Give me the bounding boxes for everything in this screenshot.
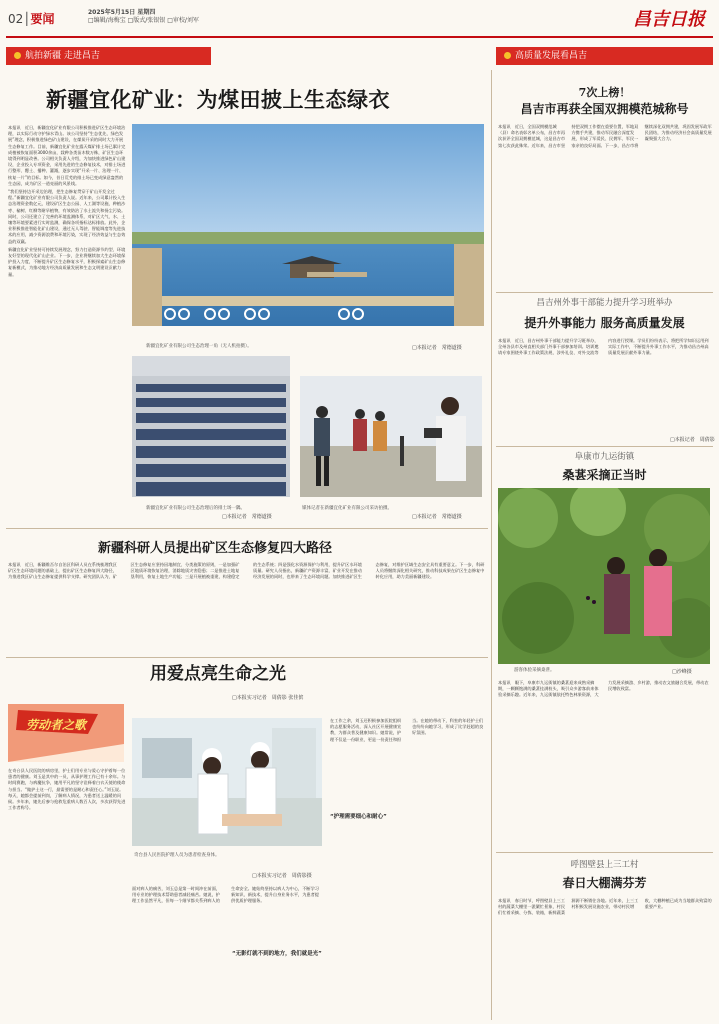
right4-kicker: 呼图壁县上三工村	[570, 860, 639, 870]
right2-headline: 提升外事能力 服务高质量发展	[524, 316, 685, 330]
article1-paragraph: “我们坚持边开采边治理，把生态修复贯穿于矿山开发全过程。”新疆宜化矿业有限公司负责人说。近年来，公司累计投入生态治理资金数亿元，建设矿区生态公园、人工湖等设施，种植沙枣、榆树、红柳等耐旱植物，有效防治了水土流失和扬尘污染。同时，公司还建立了完善的环境监测体系，对矿区大气、水、土壤等环境要素进行实时监测，确保各项指标达标排放。此外，企业积极推进智能化矿山建设，通过无人驾驶、智能调度等先进技术的应用，减少资源浪费和环境污染，实现了经济效益与生态效益的双赢。	[8, 189, 126, 244]
lake-aerial-image	[132, 124, 484, 326]
right2-body	[498, 338, 712, 438]
mulberry-image	[498, 488, 710, 664]
article1-body	[8, 125, 126, 515]
right1-paragraph: 本报讯 近日，全国双拥模范城（县）命名表彰名单公布，昌吉市再次获评全国双拥模范城，这是昌吉市第七次获此殊荣。近年来，昌吉市坚持把双拥工作摆在重要位置，军地双方携手共建，推动军民融合深度发展，形成了军爱民、民拥军、军民一家亲的良好局面。下一步，昌吉市将继续深化双拥共建，巩固发展军政军民团结，为推动经济社会高质量发展凝聚强大合力。	[498, 124, 712, 148]
column-label-graphic	[8, 704, 124, 762]
photo-nurses	[132, 718, 322, 846]
right4-paragraph: 本报讯 春日时节，呼图壁县上三工村的蔬菜大棚里一派繁忙景象，村民们忙着采摘、分拣、装箱，新鲜蔬菜源源不断销往各地。近年来，上三工村积极发展设施农业，带动村民增收，大棚种植已成为当地群众致富的重要产业。	[498, 898, 712, 916]
right1-kicker: 7次上榜！	[578, 86, 631, 99]
article3-body-right	[330, 718, 486, 1018]
right3-body	[498, 680, 712, 778]
photo1-credit: □本报记者 常德道摄	[412, 345, 462, 351]
editor-line: □编辑/海梅宝 □版式/张银银 □审校/刘军	[88, 17, 199, 24]
article3-paragraph: 在奇台县人民医院的病房里，护士们用专业与爱心守护着每一位患者的健康。刘玉是其中的一员，从事护理工作已有十余年。与时间赛跑，与病魔抗争，她用平凡的坚守诠释着白衣天使的使命与担当。“做护士这一行，最需要的是耐心和责任心。”刘玉说。每天，她都会提前到岗，了解病人情况，为患者送上温暖的问候。多年来，她先后参与抢救危重病人数百人次，多次获得先进工作者称号。	[8, 768, 126, 811]
right3-kicker: 阜康市九运街镇	[574, 452, 635, 462]
header-rule	[6, 36, 713, 38]
photo-lake-aerial	[132, 124, 484, 326]
column-label: 劳动者之歌	[26, 718, 87, 732]
photo3-credit: □本报记者 常德道摄	[412, 514, 462, 520]
photo2-credit: □本报记者 常德道摄	[222, 514, 272, 520]
section-band-left	[6, 47, 211, 65]
article3-subhead2: “护理需要细心和耐心”	[330, 814, 387, 820]
page-number: 02│要闻	[8, 12, 55, 26]
article3-body-left	[8, 768, 126, 1018]
right4-headline: 春日大棚满芬芳	[562, 876, 647, 890]
divider	[6, 528, 488, 529]
solar-field-image	[132, 356, 290, 497]
article1-headline: 新疆宜化矿业：为煤田披上生态绿衣	[46, 87, 390, 112]
right2-kicker: 昌吉州外事干部能力提升学习班举办	[536, 298, 673, 308]
photo4-caption: 奇台县人民医院护理人员为患者检查身体。	[134, 853, 220, 858]
reporters-image	[300, 376, 482, 497]
article3-paragraph: 面对病人的痛苦，刘玉总是第一时间冲在前面，用专业的护理技术帮助患者减轻痛苦。她说，护理工作虽然平凡，但每一个细节都关系到病人的生命安全。她始终坚持以病人为中心，不断学习新知识、新技术，提升自身业务水平，为患者提供优质护理服务。	[132, 886, 319, 904]
section-band-right	[496, 47, 713, 65]
right1-body	[498, 124, 712, 289]
band-label: 航拍新疆 走进昌吉	[25, 51, 100, 61]
photo3-caption: 媒体记者在新疆宜化矿业有限公司采访拍摄。	[302, 506, 392, 511]
issue-date: 2025年5月15日 星期四	[88, 9, 156, 16]
photo-solar-field	[132, 356, 290, 497]
article1-paragraph: 新疆宜化矿业坚持可持续发展理念，努力打造资源节约型、环境友好型的现代化矿山企业。下一步，企业将继续加大生态环境保护投入力度，不断提升矿区生态修复水平，积极探索矿山生态修复新模式，为推动地方经济高质量发展和生态文明建设贡献力量。	[8, 246, 126, 277]
band-label: 高质量发展看昌吉	[515, 51, 588, 61]
page-header	[0, 0, 719, 38]
flag-icon	[8, 704, 124, 762]
article2-paragraph: 本报讯 近日，新疆维吾尔自治区科研人员在系统梳理我区矿区生态环境问题的基础上，提出矿区生态修复四大路径，为推进我区矿山生态修复提供科学支撑。研究团队认为，矿区生态修复应坚持因地制宜、分类施策的原则，一是加强矿区地质环境恢复治理，消除地质灾害隐患；二是推进土地复垦利用，恢复土地生产功能；三是开展植被重建，构建稳定的生态系统；四是强化水资源保护与利用，提升矿区水环境质量。研究人员指出，新疆矿产资源丰富，矿业开发在推动经济发展的同时，也带来了生态环境问题。加快推进矿区生态修复，对维护区域生态安全具有重要意义。下一步，科研人员将继续深化相关研究，推动科技成果在矿区生态修复中转化应用，助力美丽新疆建设。	[8, 562, 485, 580]
paper-logo: 昌吉日报	[633, 9, 705, 30]
photo4-credit: □本报实习记者 周倩影摄	[252, 873, 312, 879]
article3-byline: □本报实习记者 周倩影 张佳傧	[232, 695, 304, 701]
column-divider	[491, 70, 492, 1020]
divider	[6, 657, 488, 658]
right4-body	[498, 898, 712, 1020]
right1-headline: 昌吉市再获全国双拥模范城称号	[520, 102, 689, 116]
article2-headline: 新疆科研人员提出矿区生态修复四大路径	[98, 541, 333, 556]
nurses-image	[132, 718, 322, 846]
article2-body	[8, 562, 486, 654]
article3-headline: 用爱点亮生命之光	[150, 664, 286, 684]
article3-paragraph: 在工作之余，刘玉还积极参加医院组织的志愿服务活动，深入社区开展健康宣教，为群众普及健康知识。她常说，护理不仅是一份职业，更是一份责任和担当。在她的带动下，科室的年轻护士们也纷纷向她学习，形成了比学赶超的良好氛围。	[330, 718, 484, 742]
bullet-icon	[504, 52, 511, 59]
right2-paragraph: 本报讯 近日，昌吉州外事干部能力提升学习班举办，全州各县市及州直相关部门外事干部参加培训。培训邀请专家围绕外事工作政策法规、涉外礼仪、对外交流等内容进行授课。学员们纷纷表示，将把所学知识运用到实际工作中，不断提升外事工作水平，为推动昌吉州高质量发展贡献外事力量。	[498, 338, 709, 356]
right2-credit: □本报记者 周倩影	[670, 437, 715, 443]
divider	[496, 292, 713, 293]
right3-headline: 桑葚采摘正当时	[562, 468, 647, 482]
photo5-credit: □沙峰摄	[672, 669, 692, 675]
photo2-caption: 新疆宜化矿业有限公司生态治理后的排土场一隅。	[146, 506, 245, 511]
bullet-icon	[14, 52, 21, 59]
photo1-caption: 新疆宜化矿业有限公司生态治理一角（无人机拍摄）。	[146, 344, 252, 349]
divider	[496, 852, 713, 853]
article1-paragraph: 本报讯 近日，新疆宜化矿业有限公司积极推进矿区生态环境治理，以实际行动守护绿水青山。该公司坚持“生态优先、绿色发展”理念，积极推进绿色矿山建设，在煤炭开采的同时大力开展生态修复工作。目前，新疆宜化矿业在露天煤矿排土场已累计完成植被恢复面积3000余亩，栽种各类苗木数万株，矿区生态环境得到明显改善。公司相关负责人介绍，为加快推进绿色矿山建设，企业投入专项资金，采用先进的生态修复技术，对排土场进行整形、覆土、播种、灌溉，逐步实现“开采一片、治理一片、恢复一片”的目标。如今，昔日荒芜的排土场已变成绿意盎然的生态园，成为矿区一道亮丽的风景线。	[8, 125, 126, 186]
photo-reporters	[300, 376, 482, 497]
right3-paragraph: 本报讯 眼下，阜康市九运街镇的桑葚迎来成熟采摘期，一颗颗饱满的桑葚挂满枝头，吸引众多游客前来体验采摘乐趣。近年来，九运街镇依托特色林果资源，大力发展采摘游、乡村游，推动农文旅融合发展，带动农民增收致富。	[498, 680, 709, 698]
divider	[496, 446, 713, 447]
article3-subhead1: “无影灯就不到的地方，我们就是光”	[232, 951, 322, 957]
photo-mulberry	[498, 488, 710, 664]
photo5-caption: 游客体验采摘桑葚。	[514, 668, 555, 673]
issue-info	[88, 9, 199, 25]
